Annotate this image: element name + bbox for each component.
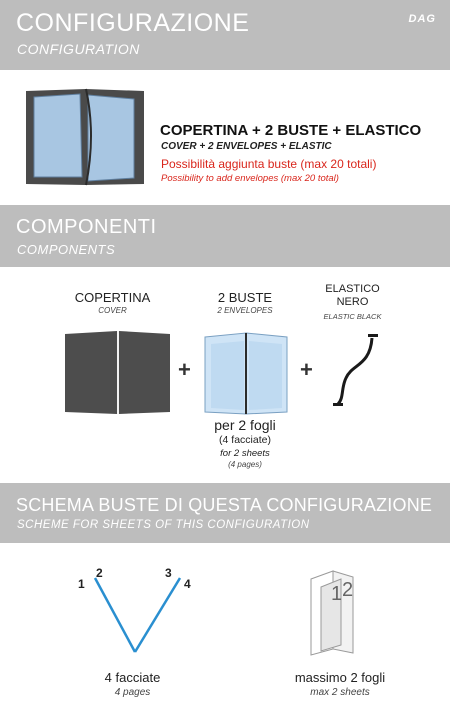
components-band xyxy=(0,205,450,267)
sheets-icon xyxy=(305,567,365,657)
pages-label-en: (4 pages) xyxy=(228,460,262,469)
scheme-left-label-en: 4 pages xyxy=(114,687,151,698)
product-note-en: Possibility to add envelopes (max 20 total) xyxy=(161,173,339,184)
envelopes-label: 2 BUSTE xyxy=(217,290,273,305)
scheme-right-label-en: max 2 sheets xyxy=(310,687,370,698)
scheme-left-label: 4 facciate xyxy=(104,670,161,685)
envelopes-label-en: 2 ENVELOPES xyxy=(217,306,273,315)
scheme-title: SCHEMA BUSTE DI QUESTA CONFIGURAZIONE xyxy=(16,495,433,515)
components-title: COMPONENTI xyxy=(16,216,157,238)
sheets-label: per 2 fogli xyxy=(214,417,276,433)
scheme-subtitle: SCHEME FOR SHEETS OF THIS CONFIGURATION xyxy=(17,519,310,531)
scheme-band xyxy=(0,483,450,543)
sheets-scheme-diagram xyxy=(75,560,205,660)
cover-label-en: COVER xyxy=(98,306,127,315)
plus-sign-1: + xyxy=(178,357,191,382)
page-number-1: 1 xyxy=(78,577,85,591)
page-number-4: 4 xyxy=(184,577,191,591)
header-subtitle: CONFIGURATION xyxy=(17,41,140,57)
dag-logo: DAG xyxy=(408,13,436,25)
page-number-3: 3 xyxy=(165,566,172,580)
sheet-number-2: 2 xyxy=(342,579,354,601)
product-name-en: COVER + 2 ENVELOPES + ELASTIC xyxy=(161,141,332,152)
elastic-image xyxy=(324,326,384,416)
sheet-number-1: 1 xyxy=(331,583,343,605)
scheme-right-label: massimo 2 fogli xyxy=(294,670,386,685)
elastic-label-en: ELASTIC BLACK xyxy=(323,312,382,321)
header-band xyxy=(0,0,450,70)
header-title: CONFIGURAZIONE xyxy=(16,9,250,37)
cover-image xyxy=(62,328,172,416)
pages-label: (4 facciate) xyxy=(219,434,271,446)
sheets-label-en: for 2 sheets xyxy=(220,448,270,459)
plus-sign-2: + xyxy=(300,357,313,382)
page-number-2: 2 xyxy=(96,566,103,580)
cover-label: COPERTINA xyxy=(74,290,151,305)
product-note: Possibilità aggiunta buste (max 20 totali) xyxy=(161,157,377,171)
product-image xyxy=(22,85,147,190)
elastic-label-1: ELASTICO xyxy=(325,283,380,295)
elastic-label-2: NERO xyxy=(336,296,369,308)
envelopes-image xyxy=(202,330,290,416)
components-subtitle: COMPONENTS xyxy=(17,242,116,257)
product-name: COPERTINA + 2 BUSTE + ELASTICO xyxy=(160,122,422,139)
